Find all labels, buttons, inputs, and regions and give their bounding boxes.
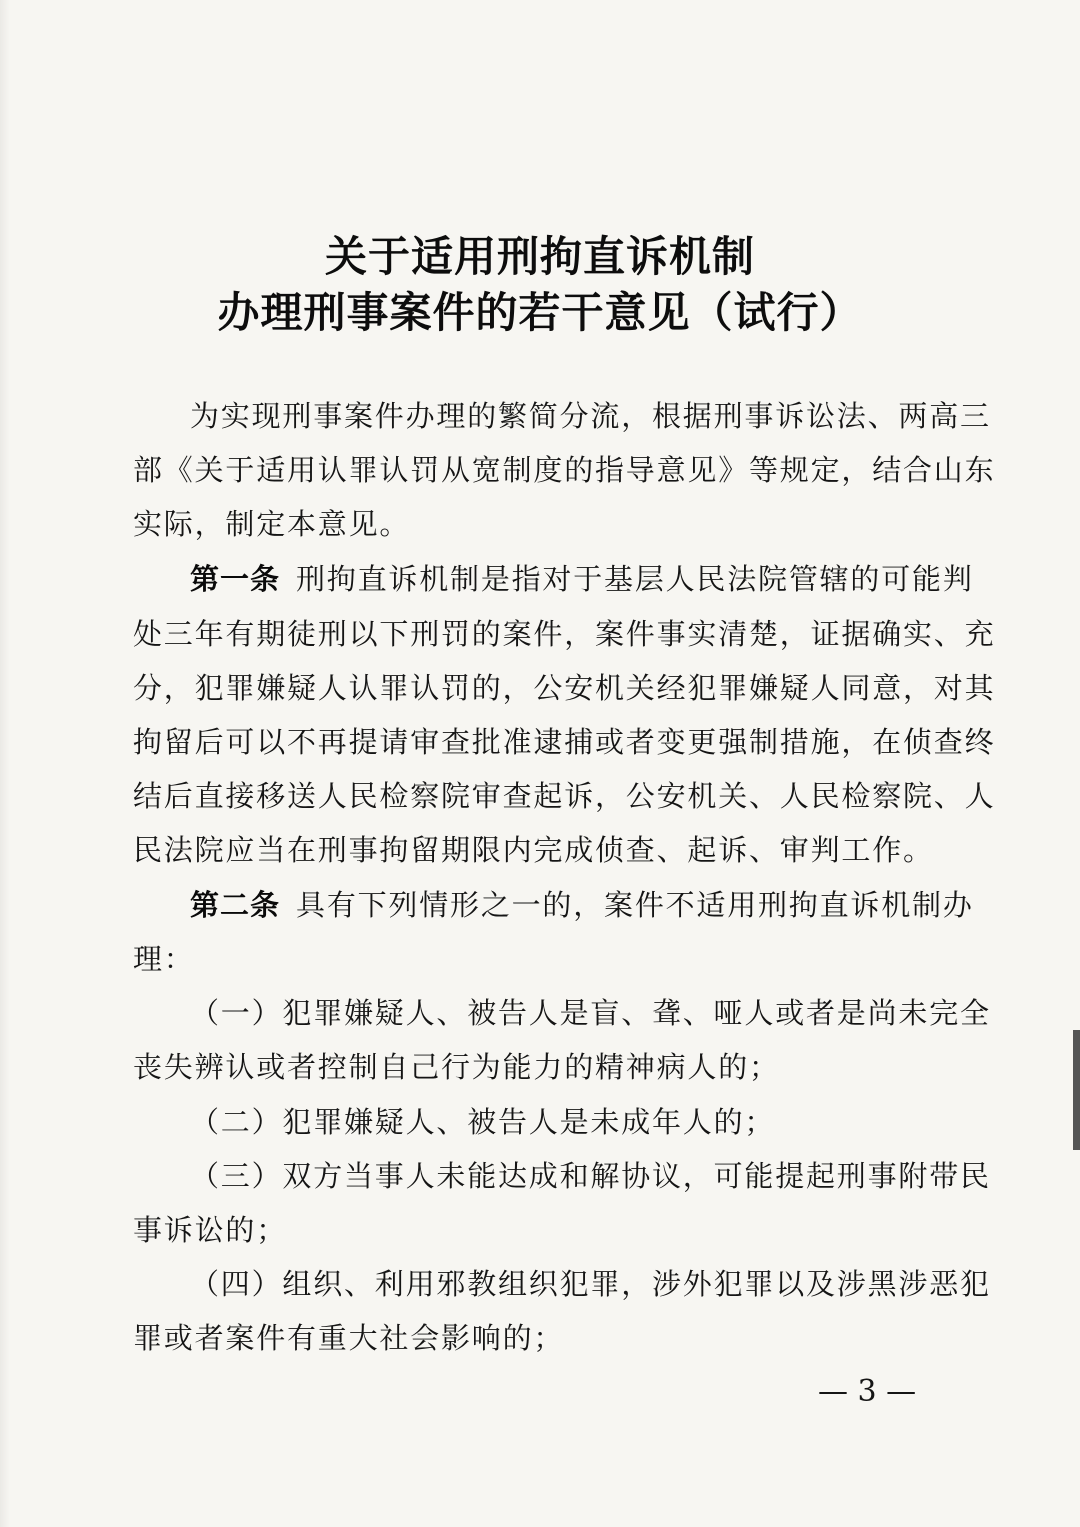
scan-mark-right bbox=[1073, 1030, 1080, 1150]
page-number: — 3 — bbox=[818, 1374, 917, 1409]
item-4-line-2: 罪或者案件有重大社会影响的； bbox=[133, 1321, 565, 1355]
scan-shadow-left bbox=[0, 0, 10, 1527]
document-title-line-2: 办理刑事案件的若干意见（试行） bbox=[217, 288, 863, 337]
article-1-line-2: 处三年有期徒刑以下刑罚的案件，案件事实清楚，证据确实、充 bbox=[133, 617, 996, 651]
article-2-line-1 bbox=[190, 887, 974, 923]
article-1-text-1: 刑拘直诉机制是指对于基层人民法院管辖的可能判 bbox=[296, 562, 974, 596]
preamble-line-2: 部《关于适用认罪认罚从宽制度的指导意见》等规定，结合山东 bbox=[133, 453, 996, 487]
article-2-text-1: 具有下列情形之一的，案件不适用刑拘直诉机制办 bbox=[296, 888, 974, 922]
item-4-line-1: （四）组织、利用邪教组织犯罪，涉外犯罪以及涉黑涉恶犯 bbox=[190, 1267, 991, 1301]
article-1-line-1 bbox=[190, 561, 974, 597]
article-2-label: 第二条 bbox=[190, 888, 281, 922]
item-1-line-2: 丧失辨认或者控制自己行为能力的精神病人的； bbox=[133, 1050, 780, 1084]
item-3-line-1: （三）双方当事人未能达成和解协议，可能提起刑事附带民 bbox=[190, 1159, 991, 1193]
preamble-line-1: 为实现刑事案件办理的繁简分流，根据刑事诉讼法、两高三 bbox=[190, 399, 991, 433]
article-1-line-6: 民法院应当在刑事拘留期限内完成侦查、起诉、审判工作。 bbox=[133, 833, 934, 867]
item-3-line-2: 事诉讼的； bbox=[133, 1213, 288, 1247]
item-1-line-1: （一）犯罪嫌疑人、被告人是盲、聋、哑人或者是尚未完全 bbox=[190, 996, 991, 1030]
article-2-line-2: 理： bbox=[133, 942, 195, 976]
article-1-line-5: 结后直接移送人民检察院审查起诉，公安机关、人民检察院、人 bbox=[133, 779, 996, 813]
article-1-line-4: 拘留后可以不再提请审查批准逮捕或者变更强制措施，在侦查终 bbox=[133, 725, 996, 759]
article-1-line-3: 分，犯罪嫌疑人认罪认罚的，公安机关经犯罪嫌疑人同意，对其 bbox=[133, 671, 996, 705]
preamble-line-3: 实际，制定本意见。 bbox=[133, 507, 411, 541]
document-title-line-1: 关于适用刑拘直诉机制 bbox=[324, 232, 755, 281]
item-2-line-1: （二）犯罪嫌疑人、被告人是未成年人的； bbox=[190, 1105, 776, 1139]
article-1-label: 第一条 bbox=[190, 562, 281, 596]
